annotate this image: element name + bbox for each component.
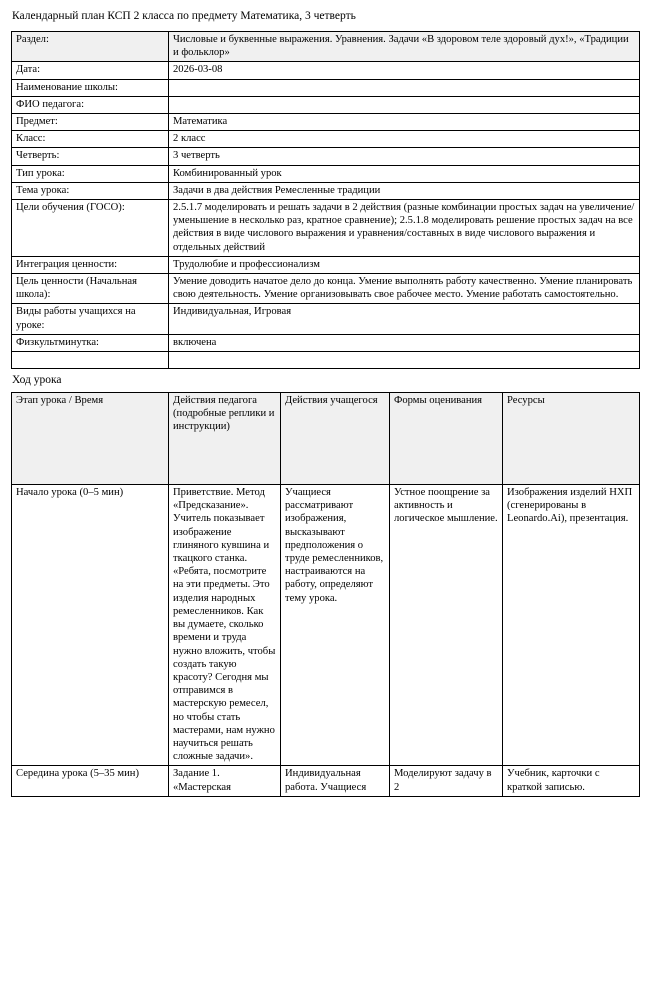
info-row-label: Раздел: (12, 32, 169, 62)
column-header: Действия учащегося (281, 393, 390, 485)
teacher-actions-cell: Задание 1. «Мастерская (169, 766, 281, 796)
column-header: Ресурсы (503, 393, 640, 485)
table-row (12, 165, 640, 182)
table-row (12, 274, 640, 304)
table-row (12, 79, 640, 96)
lesson-flow-table (11, 392, 640, 797)
info-row-value: Задачи в два действия Ремесленные традиции (169, 182, 640, 199)
info-row-value: Числовые и буквенные выражения. Уравнения. Задачи «В здоровом теле здоровый дух!», «Традиции и фольклор» (169, 32, 640, 62)
table-row (12, 96, 640, 113)
table-row (12, 32, 640, 62)
table-row (12, 131, 640, 148)
resources-cell: Учебник, карточки с краткой записью. (503, 766, 640, 796)
stage-cell: Середина урока (5–35 мин) (12, 766, 169, 796)
assessment-cell: Устное поощрение за активность и логическое мышление. (390, 485, 503, 766)
page-title: Календарный план КСП 2 класса по предмету Математика, 3 четверть (12, 10, 356, 22)
table-row (12, 352, 640, 369)
table-row (12, 148, 640, 165)
table-row (12, 766, 640, 796)
info-row-label: Дата: (12, 62, 169, 79)
info-row-label: Цель ценности (Начальная школа): (12, 274, 169, 304)
info-row-label: Виды работы учащихся на уроке: (12, 304, 169, 334)
table-row (12, 256, 640, 273)
info-row-value (169, 352, 640, 369)
lesson-info-body (12, 32, 640, 369)
teacher-actions-cell: Приветствие. Метод «Предсказание». Учитель показывает изображение глиняного кувшина и ткацкого станка. «Ребята, посмотрите на эти предметы. Это изделия народных ремесленников. Как вы думаете, сколько времени и труда нужно вложить, чтобы создать такую красоту? Сегодня мы отправимся в мастерскую ремесел, но чтобы стать мастерами, нам нужно научиться решать сложные задачи». (169, 485, 281, 766)
info-row-value: Математика (169, 114, 640, 131)
lesson-flow-head (12, 393, 640, 485)
info-row-label: Наименование школы: (12, 79, 169, 96)
info-row-label: ФИО педагога: (12, 96, 169, 113)
info-row-label: Класс: (12, 131, 169, 148)
info-row-value: Трудолюбие и профессионализм (169, 256, 640, 273)
info-row-label: Физкультминутка: (12, 334, 169, 351)
info-row-value: 2 класс (169, 131, 640, 148)
info-row-value: 2026-03-08 (169, 62, 640, 79)
column-header: Действия педагога (подробные реплики и инструкции) (169, 393, 281, 485)
student-actions-cell: Индивидуальная работа. Учащиеся (281, 766, 390, 796)
column-header: Формы оценивания (390, 393, 503, 485)
info-row-value (169, 79, 640, 96)
column-header: Этап урока / Время (12, 393, 169, 485)
info-row-value: Комбинированный урок (169, 165, 640, 182)
table-header-row (12, 393, 640, 485)
info-row-value: включена (169, 334, 640, 351)
info-row-value: Умение доводить начатое дело до конца. Умение выполнять работу качественно. Умение планировать свою деятельность. Умение организовывать свое рабочее место. Умение работать самостоятельно. (169, 274, 640, 304)
info-row-label (12, 352, 169, 369)
info-row-label: Цели обучения (ГОСО): (12, 200, 169, 257)
document-page (0, 9, 651, 994)
info-row-value: 2.5.1.7 моделировать и решать задачи в 2 действия (разные комбинации простых задач на увеличение/ уменьшение в несколько раз, кратное сравнение); 2.5.1.8 моделировать решение простых задач на все действия в виде числового выражения и уравнения/составных в виде числового выражения и отдельных действий (169, 200, 640, 257)
assessment-cell: Моделируют задачу в 2 (390, 766, 503, 796)
table-row (12, 62, 640, 79)
table-row (12, 182, 640, 199)
stage-cell: Начало урока (0–5 мин) (12, 485, 169, 766)
table-row (12, 334, 640, 351)
info-row-label: Четверть: (12, 148, 169, 165)
student-actions-cell: Учащиеся рассматривают изображения, высказывают предположения о труде ремесленников, настраиваются на работу, определяют тему урока. (281, 485, 390, 766)
resources-cell: Изображения изделий НХП (сгенерированы в Leonardo.Ai), презентация. (503, 485, 640, 766)
info-row-value (169, 96, 640, 113)
info-row-label: Предмет: (12, 114, 169, 131)
info-row-label: Интеграция ценности: (12, 256, 169, 273)
table-row (12, 485, 640, 766)
info-row-value: Индивидуальная, Игровая (169, 304, 640, 334)
table-row (12, 114, 640, 131)
lesson-flow-body (12, 485, 640, 797)
lesson-info-table (11, 31, 640, 369)
table-row (12, 304, 640, 334)
lesson-flow-heading: Ход урока (12, 374, 62, 387)
info-row-label: Тип урока: (12, 165, 169, 182)
table-row (12, 200, 640, 257)
info-row-value: 3 четверть (169, 148, 640, 165)
info-row-label: Тема урока: (12, 182, 169, 199)
